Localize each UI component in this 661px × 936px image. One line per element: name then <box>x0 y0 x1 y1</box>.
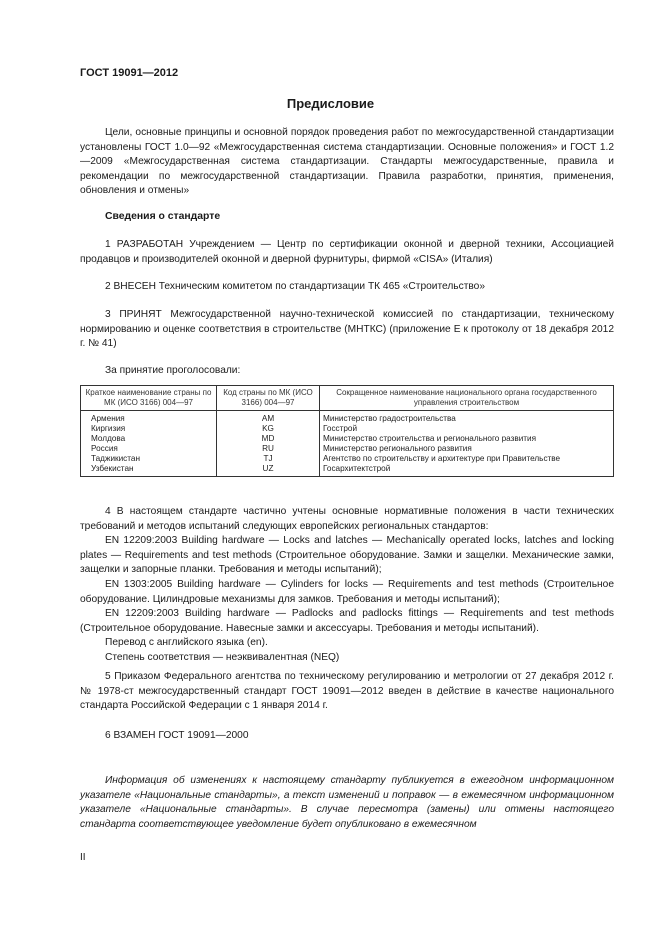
table-row <box>81 454 614 464</box>
table-cell-authority: Министерство строительства и регионального развития <box>320 434 614 444</box>
table-cell-country: Киргизия <box>81 424 217 434</box>
item-4 <box>80 505 614 666</box>
table-row <box>81 444 614 454</box>
table-cell-code: RU <box>217 444 320 454</box>
table-cell-code: TJ <box>217 454 320 464</box>
item-6-text: 6 ВЗАМЕН ГОСТ 19091—2000 <box>105 730 249 741</box>
item-3-text: 3 ПРИНЯТ Межгосударственной научно-технической комиссией по стандартизации, техническому нормированию и оценке соответствия в строительстве (МНТКС) (приложение Е к протоколу от 18 декабря 2012 г. № 41) <box>80 309 614 350</box>
intro-text: Цели, основные принципы и основной порядок проведения работ по межгосударственной стандартизации установлены ГОСТ 1.0—92 «Межгосударственная система стандартизации. Основные положения» и ГОСТ 1.2—2009 «Межгосударственная система стандартизации. Стандарты межгосударственные, правила и рекомендации по межгосударственной стандартизации. Правила разработки, принятия, применения, обновления и отмены» <box>80 127 614 197</box>
item-4-standard-3: EN 12209:2003 Building hardware — Padlocks and padlocks fittings — Requirements and test methods (Строительное оборудование. Навесные замки и аксессуары. Требования и методы испытаний). <box>80 608 614 634</box>
item-4-translation: Перевод с английского языка (en). <box>105 637 268 649</box>
table-cell-country: Молдова <box>81 434 217 444</box>
item-3 <box>80 308 614 352</box>
table-header-code: Код страны по МК (ИСО 3166) 004—97 <box>217 386 320 411</box>
page-title: Предисловие <box>286 96 375 111</box>
table-row <box>81 464 614 477</box>
subtitle-text: Сведения о стандарте <box>105 211 221 222</box>
table-cell-country: Россия <box>81 444 217 454</box>
changes-info-text: Информация об изменениях к настоящему стандарту публикуется в ежегодном информационном указателе «Национальные стандарты», а текст изменений и поправок — в ежемесячном информационном указателе «Национальные стандарты». В случае пересмотра (замены) или отмены настоящего стандарта соответствующее уведомление будет опубликовано в ежемесячном <box>80 775 614 830</box>
page-number: II <box>80 852 86 863</box>
table-row <box>81 434 614 444</box>
table-cell-code: UZ <box>217 464 320 477</box>
voted-text: За принятие проголосовали: <box>105 365 241 376</box>
table-row <box>81 424 614 434</box>
item-5 <box>80 670 614 714</box>
item-5-text: 5 Приказом Федерального агентства по техническому регулированию и метрологии от 27 декабря 2012 г. № 1978-ст межгосударственный стандарт ГОСТ 19091—2012 введен в действие в качестве национального стандарта Российской Федерации с 1 января 2014 г. <box>80 671 614 712</box>
table-cell-country: Узбекистан <box>81 464 217 477</box>
table-row <box>81 411 614 425</box>
voting-table <box>80 385 614 477</box>
item-4-conformity: Степень соответствия — неэквивалентная (NEQ) <box>105 651 340 663</box>
item-4-standard-1: EN 12209:2003 Building hardware — Locks and latches — Mechanically operated locks, latches and locking plates — Requirements and test methods (Строительное оборудование. Замки и защелки. Механические замки, защелки и запорные планки. Требования и методы испытаний); <box>80 535 614 576</box>
item-2 <box>80 280 614 295</box>
table-cell-authority: Госстрой <box>320 424 614 434</box>
table-header-country: Краткое наименование страны по МК (ИСО 3166) 004—97 <box>81 386 217 411</box>
table-cell-code: AM <box>217 411 320 425</box>
item-4-standard-2: EN 1303:2005 Building hardware — Cylinders for locks — Requirements and test methods (Строительное оборудование. Цилиндровые механизмы для замков. Требования и методы испытаний); <box>80 578 614 605</box>
table-cell-country: Таджикистан <box>81 454 217 464</box>
item-2-text: 2 ВНЕСЕН Техническим комитетом по стандартизации ТК 465 «Строительство» <box>105 281 485 292</box>
table-header-authority: Сокращенное наименование национального органа государственного управления строительством <box>320 386 614 411</box>
table-cell-authority: Агентство по строительству и архитектуре при Правительстве <box>320 454 614 464</box>
standard-info-heading <box>80 210 614 225</box>
item-4-intro: 4 В настоящем стандарте частично учтены основные нормативные положения в части технических требований и методов испытаний следующих европейских региональных стандартов: <box>80 506 614 532</box>
item-6 <box>80 729 614 744</box>
intro-paragraph <box>80 126 614 199</box>
table-cell-code: MD <box>217 434 320 444</box>
item-1 <box>80 238 614 267</box>
table-cell-code: KG <box>217 424 320 434</box>
document-header: ГОСТ 19091—2012 <box>80 67 179 79</box>
table-cell-authority: Министерство градостроительства <box>320 411 614 425</box>
table-cell-country: Армения <box>81 411 217 425</box>
table-cell-authority: Министерство регионального развития <box>320 444 614 454</box>
table-cell-authority: Госархитектстрой <box>320 464 614 477</box>
voted-line <box>80 364 614 379</box>
item-1-text: 1 РАЗРАБОТАН Учреждением — Центр по сертификации оконной и дверной техники, Ассоциацией продавцов и производителей оконной и дверной фурнитуры, фирмой «CISA» (Италия) <box>80 239 614 265</box>
changes-info <box>80 774 614 832</box>
table-header-row <box>81 386 614 411</box>
